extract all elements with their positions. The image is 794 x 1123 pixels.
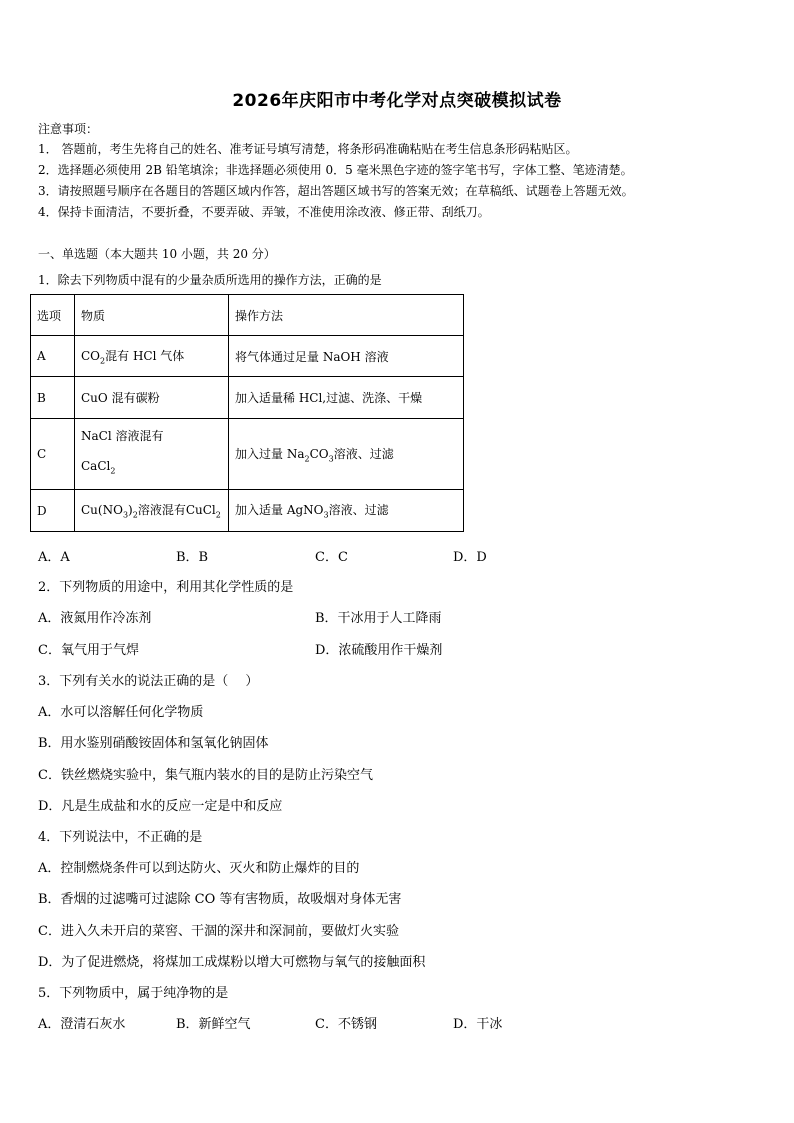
q2-option-d: D．浓硫酸用作干燥剂 [315,643,443,658]
q3-option-c: C．铁丝燃烧实验中，集气瓶内装水的目的是防止污染空气 [38,768,373,783]
row-option: B [31,377,75,419]
row-method: 加入过量 $Na_2CO_3$溶液、过滤 [229,419,464,490]
q3-stem: 3．下列有关水的说法正确的是（ ） [38,674,259,689]
q1-option-a: A．A [38,550,70,565]
q1-option-b: B．B [176,550,209,565]
q3-option-d: D．凡是生成盐和水的反应一定是中和反应 [38,799,283,814]
row-option: C [31,419,75,490]
q5-option-b: B．新鲜空气 [176,1017,251,1032]
q5-option-d: D．干冰 [453,1017,503,1032]
notice-item-2: 2．选择题必须使用 2B 铅笔填涂；非选择题必须使用 0．5 毫米黑色字迹的签字笔书写，字体工整、笔迹清楚。 [38,163,633,177]
q5-option-c: C．不锈钢 [315,1017,377,1032]
q4-option-d: D．为了促进燃烧，将煤加工成煤粉以增大可燃物与氧气的接触面积 [38,955,426,970]
q3-option-b: B．用水鉴别硝酸铵固体和氢氧化钠固体 [38,736,269,751]
table-row [31,490,464,532]
header-substance: 物质 [75,295,229,336]
section-heading: 一、单选题（本大题共 10 小题，共 20 分） [38,247,276,261]
row-option: D [31,490,75,532]
q5-option-a: A．澄清石灰水 [38,1017,126,1032]
q2-stem: 2．下列物质的用途中，利用其化学性质的是 [38,580,294,595]
row-substance: $Cu(NO_3)_2$溶液混有CuCl$_2$ [75,490,229,532]
q2-option-c: C．氧气用于气焊 [38,643,139,658]
row-method: 加入适量 AgNO$_3$溶液、过滤 [229,490,464,532]
q2-option-a: A．液氮用作冷冻剂 [38,611,152,626]
q4-option-b: B．香烟的过滤嘴可过滤除 CO 等有害物质，故吸烟对身体无害 [38,892,402,907]
q4-stem: 4．下列说法中，不正确的是 [38,830,203,845]
q1-stem: 1．除去下列物质中混有的少量杂质所选用的操作方法，正确的是 [38,273,382,287]
q1-option-d: D．D [453,550,487,565]
q4-option-a: A．控制燃烧条件可以到达防火、灭火和防止爆炸的目的 [38,861,360,876]
notice-heading: 注意事项： [38,122,99,136]
q3-option-a: A．水可以溶解任何化学物质 [38,705,204,720]
row-method: 加入适量稀 HCl,过滤、洗涤、干燥 [229,377,464,419]
notice-item-3: 3．请按照题号顺序在各题目的答题区域内作答，超出答题区域书写的答案无效；在草稿纸、试题卷上答题无效。 [38,184,634,198]
row-method: 将气体通过足量 NaOH 溶液 [229,336,464,377]
header-option: 选项 [31,295,75,336]
q1-option-c: C．C [315,550,348,565]
q5-stem: 5．下列物质中，属于纯净物的是 [38,986,229,1001]
row-substance: CuO 混有碳粉 [75,377,229,419]
q1-table [30,294,464,532]
table-header-row [31,295,464,336]
row-substance: NaCl 溶液混有 CaCl$_2$ [75,419,229,490]
table-row [31,336,464,377]
table-row [31,377,464,419]
row-option: A [31,336,75,377]
notice-item-4: 4．保持卡面清洁，不要折叠，不要弄破、弄皱，不准使用涂改液、修正带、刮纸刀。 [38,205,490,219]
row-substance: $CO_2$混有 HCl 气体 [75,336,229,377]
q2-option-b: B．干冰用于人工降雨 [315,611,442,626]
q4-option-c: C．进入久未开启的菜窖、干涸的深井和深洞前，要做灯火实验 [38,924,399,939]
page-title: 2026年庆阳市中考化学对点突破模拟试卷 [232,91,562,111]
header-method: 操作方法 [229,295,464,336]
notice-item-1: 1． 答题前，考生先将自己的姓名、准考证号填写清楚，将条形码准确粘贴在考生信息条形码粘贴区。 [38,142,578,156]
table-row [31,419,464,490]
